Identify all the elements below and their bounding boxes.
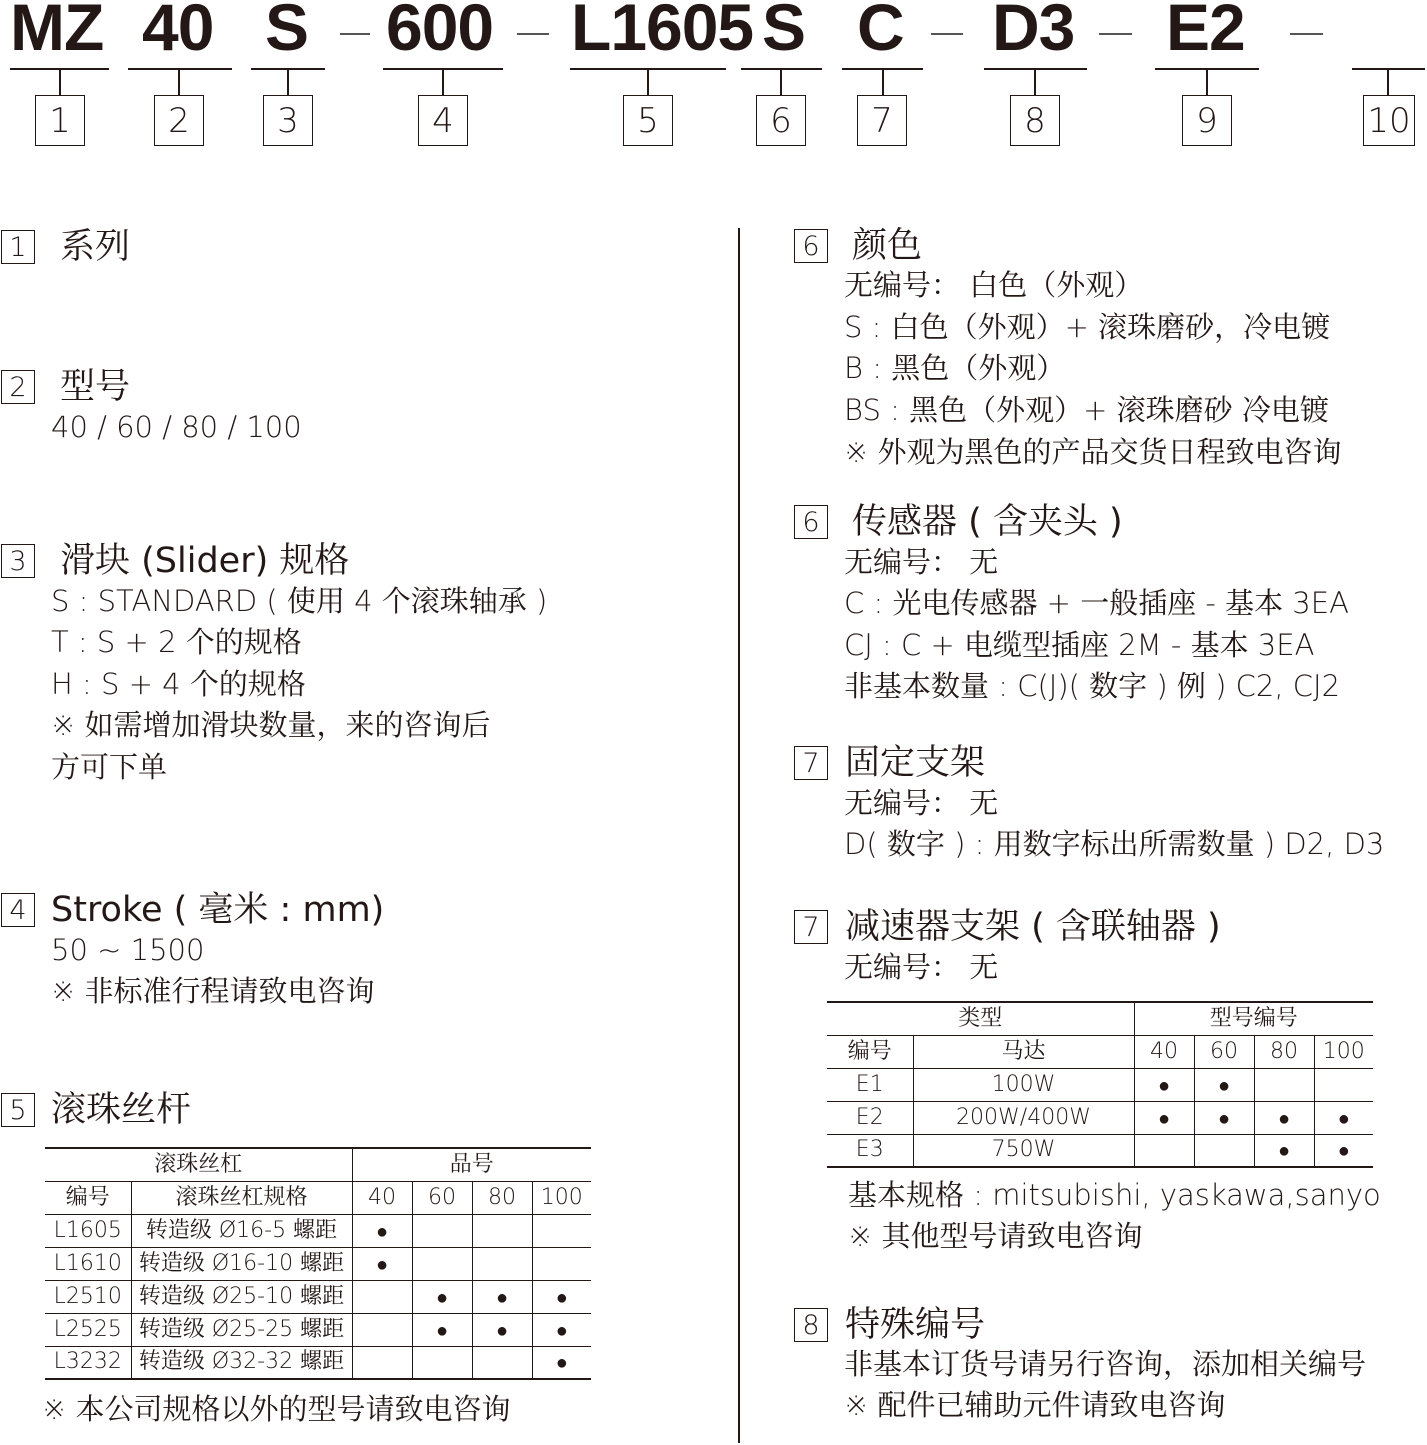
code-separator — [517, 33, 549, 35]
code-connector — [287, 70, 289, 95]
table-cell-mark — [352, 1313, 412, 1346]
table-header-cell: 马达 — [913, 1035, 1134, 1068]
section-note: ※ 外观为黑色的产品交货日程致电咨询 — [844, 435, 1342, 469]
section-text: 无编号： 无 — [844, 950, 999, 984]
section-number: 6 — [794, 229, 828, 263]
code-connector — [647, 70, 649, 95]
section-title: 型号 — [60, 367, 131, 407]
section-note: ※ 配件已辅助元件请致电咨询 — [844, 1388, 1226, 1422]
table-cell-mark — [472, 1214, 532, 1247]
table-cell-spec: 转造级 Ø16-10 螺距 — [131, 1247, 352, 1280]
table-cell-spec: 转造级 Ø32-32 螺距 — [131, 1346, 352, 1379]
section-number: 5 — [1, 1093, 35, 1127]
table-header-cell: 100 — [532, 1181, 591, 1214]
code-part-ballscrew: L1605 — [571, 0, 754, 64]
section-text: S : STANDARD ( 使用 4 个滚珠轴承 ) — [51, 584, 548, 618]
table-cell-code: L2525 — [45, 1313, 131, 1346]
section-title: 颜色 — [852, 226, 923, 266]
section-title: 固定支架 — [845, 743, 986, 783]
table-cell-mark: ● — [532, 1346, 591, 1379]
table-header-cell: 40 — [352, 1181, 412, 1214]
table-row — [827, 1068, 1373, 1101]
table-cell-mark: ● — [1314, 1134, 1373, 1167]
table-cell-mark: ● — [1194, 1101, 1254, 1134]
table-cell-mark — [472, 1247, 532, 1280]
table-cell-mark — [532, 1214, 591, 1247]
table-header-row — [827, 1035, 1373, 1068]
code-connector — [1387, 70, 1389, 95]
section-number: 8 — [794, 1308, 828, 1342]
table-cell-spec: 100W — [913, 1068, 1134, 1101]
ballscrew-table — [45, 1147, 591, 1380]
code-connector — [59, 70, 61, 95]
code-number-box: 6 — [756, 95, 806, 146]
section-text: 非基本数量 : C(J)( 数字 ) 例 ) C2, CJ2 — [844, 669, 1341, 703]
table-group-header — [45, 1148, 591, 1181]
table-cell-code: L1605 — [45, 1214, 131, 1247]
table-cell-mark — [532, 1247, 591, 1280]
table-header-cell: 80 — [472, 1181, 532, 1214]
table-header-cell: 100 — [1314, 1035, 1373, 1068]
code-underline — [128, 68, 232, 70]
section-number: 1 — [1, 230, 35, 264]
table-row — [827, 1101, 1373, 1134]
code-connector — [882, 70, 884, 95]
section-text: 40 / 60 / 80 / 100 — [51, 410, 302, 444]
section-title: 减速器支架 ( 含联轴器 ) — [845, 907, 1221, 947]
section-title: 滚珠丝杆 — [51, 1090, 192, 1130]
code-number-box: 3 — [263, 95, 313, 146]
table-header-cell: 编号 — [827, 1035, 913, 1068]
code-connector — [178, 70, 180, 95]
table-cell-mark: ● — [1194, 1068, 1254, 1101]
code-connector — [1206, 70, 1208, 95]
section-text: 无编号： 无 — [844, 786, 999, 820]
table-cell-mark — [352, 1280, 412, 1313]
table-header-row — [45, 1181, 591, 1214]
code-part-sensor: C — [857, 0, 904, 64]
code-connector — [1034, 70, 1036, 95]
table-cell-spec: 转造级 Ø25-10 螺距 — [131, 1280, 352, 1313]
table-cell-mark: ● — [472, 1313, 532, 1346]
code-separator — [1099, 33, 1132, 35]
table-cell-mark — [1314, 1068, 1373, 1101]
table-header-cell: 40 — [1134, 1035, 1194, 1068]
code-number-box: 9 — [1182, 95, 1232, 146]
section-title: 特殊编号 — [845, 1305, 986, 1345]
table-row — [45, 1346, 591, 1379]
table-header-cell: 滚珠丝杠规格 — [131, 1181, 352, 1214]
code-connector — [780, 70, 782, 95]
code-separator — [340, 33, 370, 35]
section-note: ※ 非标准行程请致电咨询 — [51, 974, 375, 1008]
code-number-box: 5 — [623, 95, 673, 146]
section-title: 系列 — [60, 227, 131, 267]
section-text: B : 黑色（外观） — [844, 351, 1066, 385]
section-text: C : 光电传感器 + 一般插座 - 基本 3EA — [844, 586, 1349, 620]
table-cell-spec: 200W/400W — [913, 1101, 1134, 1134]
table-cell-code: E3 — [827, 1134, 913, 1167]
table-cell-mark: ● — [412, 1280, 472, 1313]
code-number-box: 4 — [418, 95, 468, 146]
section-text: D( 数字 ) : 用数字标出所需数量 ) D2, D3 — [844, 827, 1385, 861]
section-text: T : S + 2 个的规格 — [51, 625, 302, 659]
table-row — [45, 1214, 591, 1247]
table-cell-code: E1 — [827, 1068, 913, 1101]
section-note: ※ 其他型号请致电咨询 — [848, 1219, 1143, 1253]
section-number: 2 — [1, 370, 35, 404]
table-cell-spec: 转造级 Ø16-5 螺距 — [131, 1214, 352, 1247]
section-number: 3 — [1, 544, 35, 578]
table-header-cell: 60 — [412, 1181, 472, 1214]
section-text: 50 ~ 1500 — [51, 933, 205, 967]
code-part-reducer: E2 — [1166, 0, 1245, 64]
table-cell-mark: ● — [1254, 1101, 1314, 1134]
table-group-cell: 型号编号 — [1134, 1002, 1373, 1035]
code-connector — [442, 70, 444, 95]
table-group-header — [827, 1002, 1373, 1035]
code-part-stroke: 600 — [386, 0, 494, 64]
section-number: 7 — [794, 746, 828, 780]
section-title: 滑块 (Slider) 规格 — [60, 541, 350, 581]
section-title: Stroke ( 毫米 : mm) — [51, 890, 385, 930]
section-text: 基本规格 : mitsubishi, yaskawa,sanyo — [848, 1178, 1381, 1212]
table-header-cell: 编号 — [45, 1181, 131, 1214]
code-number-box: 8 — [1010, 95, 1060, 146]
table-cell-mark: ● — [352, 1214, 412, 1247]
section-note: 方可下单 — [51, 750, 168, 784]
table-group-cell: 类型 — [827, 1002, 1134, 1035]
code-number-box: 7 — [857, 95, 907, 146]
table-cell-mark: ● — [1134, 1101, 1194, 1134]
section-note: ※ 本公司规格以外的型号请致电咨询 — [42, 1392, 511, 1426]
section-text: H : S + 4 个的规格 — [51, 667, 306, 701]
table-cell-code: L1610 — [45, 1247, 131, 1280]
section-title: 传感器 ( 含夹头 ) — [852, 502, 1123, 542]
section-text: S : 白色（外观）+ 滚珠磨砂，冷电镀 — [844, 310, 1331, 344]
table-group-cell: 品号 — [352, 1148, 591, 1181]
reducer-table — [827, 1001, 1373, 1168]
table-row — [827, 1134, 1373, 1167]
table-cell-mark — [352, 1346, 412, 1379]
section-text: CJ : C + 电缆型插座 2M - 基本 3EA — [844, 628, 1315, 662]
code-part-model: 40 — [142, 0, 214, 64]
section-note: ※ 如需增加滑块数量，来的咨询后 — [51, 708, 491, 742]
table-cell-mark: ● — [1254, 1134, 1314, 1167]
table-cell-mark: ● — [532, 1280, 591, 1313]
table-cell-code: L2510 — [45, 1280, 131, 1313]
code-number-box: 1 — [35, 95, 85, 146]
table-row — [45, 1247, 591, 1280]
section-number: 4 — [1, 893, 35, 927]
code-part-color: S — [762, 0, 806, 64]
table-cell-mark: ● — [412, 1313, 472, 1346]
table-row — [45, 1280, 591, 1313]
section-text: BS : 黑色（外观）+ 滚珠磨砂 冷电镀 — [844, 393, 1329, 427]
code-part-slider: S — [265, 0, 309, 64]
column-divider — [738, 228, 740, 1443]
table-cell-mark — [1134, 1134, 1194, 1167]
section-number: 7 — [794, 910, 828, 944]
table-cell-spec: 转造级 Ø25-25 螺距 — [131, 1313, 352, 1346]
table-cell-mark: ● — [532, 1313, 591, 1346]
table-cell-spec: 750W — [913, 1134, 1134, 1167]
table-cell-mark — [1254, 1068, 1314, 1101]
code-number-box: 10 — [1363, 95, 1415, 146]
code-part-bracket: D3 — [992, 0, 1075, 64]
table-cell-mark — [412, 1214, 472, 1247]
table-cell-mark — [412, 1247, 472, 1280]
code-separator — [931, 33, 963, 35]
table-header-cell: 80 — [1254, 1035, 1314, 1068]
table-cell-mark — [412, 1346, 472, 1379]
table-header-cell: 60 — [1194, 1035, 1254, 1068]
table-cell-mark: ● — [352, 1247, 412, 1280]
section-text: 无编号： 无 — [844, 545, 999, 579]
table-group-cell: 滚珠丝杠 — [45, 1148, 352, 1181]
table-cell-mark — [472, 1346, 532, 1379]
code-separator — [1290, 33, 1323, 35]
table-cell-mark: ● — [1314, 1101, 1373, 1134]
table-cell-mark: ● — [1134, 1068, 1194, 1101]
section-number: 6 — [794, 505, 828, 539]
table-cell-mark — [1194, 1134, 1254, 1167]
code-number-box: 2 — [154, 95, 204, 146]
code-part-series: MZ — [10, 0, 104, 64]
table-cell-code: L3232 — [45, 1346, 131, 1379]
section-text: 无编号： 白色（外观） — [844, 268, 1144, 302]
section-text: 非基本订货号请另行咨询，添加相关编号 — [844, 1347, 1367, 1381]
table-row — [45, 1313, 591, 1346]
table-cell-code: E2 — [827, 1101, 913, 1134]
table-cell-mark: ● — [472, 1280, 532, 1313]
